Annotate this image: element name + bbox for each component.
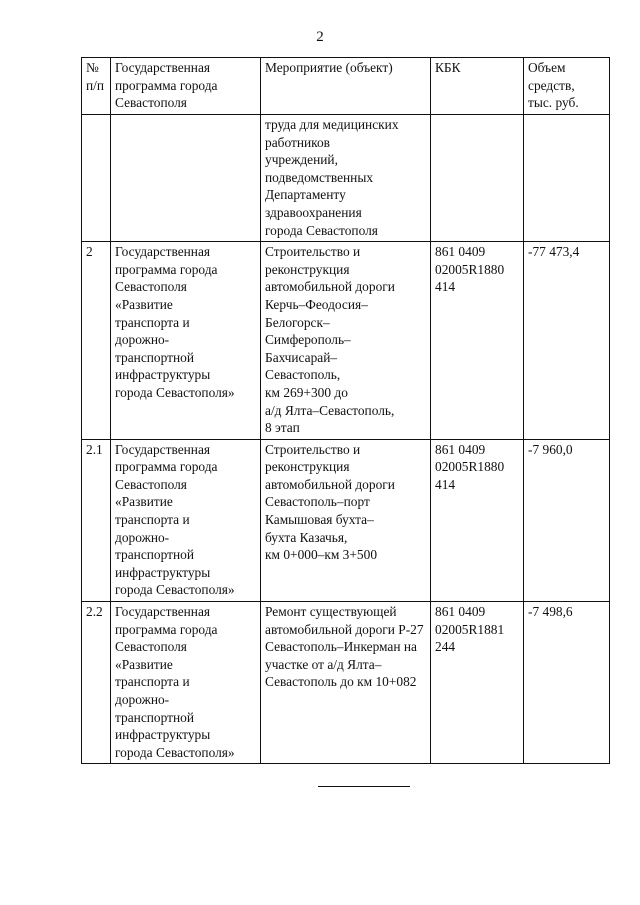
table-row	[82, 602, 610, 764]
header-number: № п/п	[82, 58, 111, 115]
table-header-row	[82, 58, 610, 115]
table-row	[82, 439, 610, 601]
cell-program: Государственная программа города Севастополя «Развитие транспорта и дорожно- транспортной инфраструктуры города Севастополя»	[111, 242, 261, 440]
cell-program: Государственная программа города Севастополя «Развитие транспорта и дорожно- транспортной инфраструктуры города Севастополя»	[111, 439, 261, 601]
cell-event: Строительство и реконструкция автомобильной дороги Севастополь–порт Камышовая бухта– бухта Казачья, км 0+000–км 3+500	[261, 439, 431, 601]
cell-kbk	[431, 115, 524, 242]
page-number: 2	[316, 29, 324, 45]
cell-number	[82, 115, 111, 242]
cell-amount	[524, 115, 610, 242]
cell-kbk: 861 0409 02005R1880 414	[431, 242, 524, 440]
cell-program: Государственная программа города Севастополя «Развитие транспорта и дорожно- транспортной инфраструктуры города Севастополя»	[111, 602, 261, 764]
cell-amount: -7 960,0	[524, 439, 610, 601]
header-program: Государственная программа города Севастополя	[111, 58, 261, 115]
cell-program	[111, 115, 261, 242]
cell-number: 2.2	[82, 602, 111, 764]
cell-event: Ремонт существующей автомобильной дороги Р-27 Севастополь–Инкерман на участке от а/д Ялта–Севастополь до км 10+082	[261, 602, 431, 764]
cell-amount: -7 498,6	[524, 602, 610, 764]
cell-event: труда для медицинских работников учреждений, подведомственных Департаменту здравоохранения города Севастополя	[261, 115, 431, 242]
header-kbk: КБК	[431, 58, 524, 115]
table-row-continuation	[82, 115, 610, 242]
cell-amount: -77 473,4	[524, 242, 610, 440]
cell-number: 2	[82, 242, 111, 440]
cell-kbk: 861 0409 02005R1881 244	[431, 602, 524, 764]
header-event: Мероприятие (объект)	[261, 58, 431, 115]
cell-event: Строительство и реконструкция автомобильной дороги Керчь–Феодосия– Белогорск– Симферополь– Бахчисарай– Севастополь, км 269+300 до а/д Ялта–Севастополь, 8 этап	[261, 242, 431, 440]
header-amount: Объем средств, тыс. руб.	[524, 58, 610, 115]
closing-separator-line	[318, 786, 410, 787]
cell-kbk: 861 0409 02005R1880 414	[431, 439, 524, 601]
cell-number: 2.1	[82, 439, 111, 601]
table-row	[82, 242, 610, 440]
budget-allocation-table	[81, 57, 610, 764]
